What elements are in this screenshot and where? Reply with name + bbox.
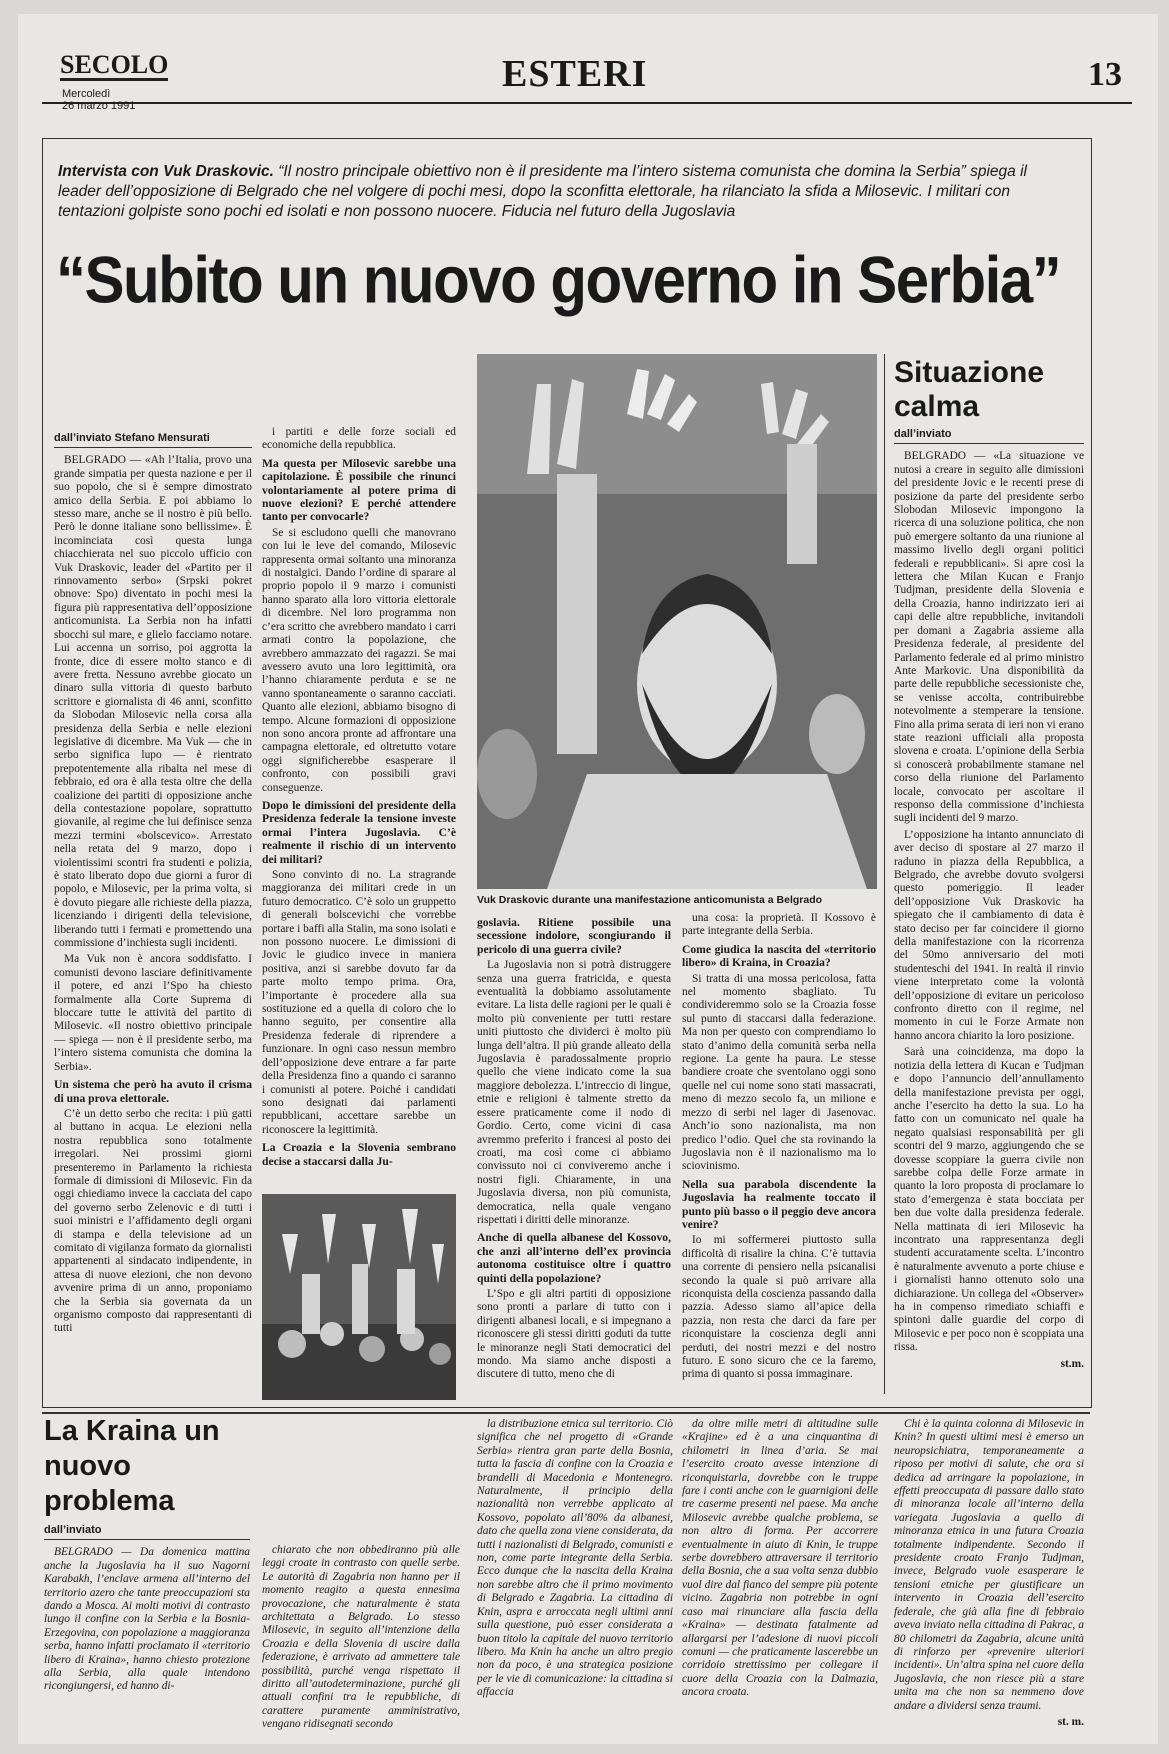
kraina-column-1 xyxy=(44,1524,250,1734)
newspaper-page xyxy=(18,14,1158,1744)
interview-question: Ma questa per Milosevic sarebbe una capitolazione. È possibile che rinunci volontariamente al potere prima di nuove elezioni? E perché attendere tanto per convocarle? xyxy=(262,456,456,524)
article-paragraph: La Jugoslavia non si potrà distruggere senza una guerra fratricida, e questa eventualità la dobbiamo assolutamente evitare. La lista delle ragioni per le quali è molto più conveniente per tutti restare uniti piuttosto che dividerci è molto più lunga dell’altra. Il più grande alleato della Jugoslavia è paradossalmente proprio quello che viene indicato come la sua maggiore debolezza. L’intreccio di lingue, etnie e religioni è talmente stretto da essere praticamente come il nodo di Gordio. Certo, come vicini di casa avremmo preferito i francesi al posto dei croati, ma così come ci abbiamo convissuto noi ci conviveremo anche i nostri figli. Chiaramente, in una Jugoslavia diversa, non più comunista, democratica, nella quale vengano rispettati i diritti delle minoranze. xyxy=(477,959,671,1226)
newspaper-logo: SECOLO xyxy=(60,50,169,79)
article-paragraph: C’è un detto serbo che recita: i più gatti al buttano in acqua. Le elezioni nella nostra repubblica sono totalmente irregolari. Nei prossimi giorni presenteremo in Parlamento la richiesta formale di dimissioni di Milosevic. Fin da oggi chiediamo invece la cacciata del capo del governo serbo Zelenovic e di tutti i suoi ministri e l’affidamento degli organi di stampa e della televisione ad un comitato di vigilanza formato da giornalisti appartenenti al sindacato indipendente, in attesa di nuove elezioni, che non devono avvenire prima di un anno, proponiamo che la Serbia sia governata da un organismo composto dai rappresentanti di tutti xyxy=(54,1107,252,1335)
sidebar-paragraph: L’opposizione ha intanto annunciato di aver deciso di spostare al 27 marzo il raduno in piazza della Repubblica, a Belgrado, che avrebbe dovuto svolgersi questo pomeriggio. Il leader dell’opposizione Vuk Draskovic ha spiegato che il cambiamento di data è stato deciso per far coincidere il giorno della manifestazione con la ricorrenza del 50mo anniversario del moti studenteschi del 1941. In realtà il rinvio viene interpretato come la volontà dell’opposizione di evitare un pericoloso confronto diretto con il regime, nel momento in cui le Forze Armate non hanno ancora chiarito la loro posizione. xyxy=(894,828,1084,1042)
kraina-paragraph: da oltre mille metri di altitudine sulle «Krajine» ed è a una cinquantina di chilometri in linea d’aria. Se mai l’esercito croato avesse intenzione di riconquistarla, dovrebbe con le truppe fare i conti anche con le guarnigioni delle tre caserme presenti nel paese. Ma anche Milosevic avrebbe qualche problema, se non altro di forma. Per accorrere eventualmente in aiuto di Knin, le truppe serbe dovrebbero attraversare il territorio della Bosnia, che a sua volta senza dubbio vuol dire dal fianco del sempre più potente vicino. Zagabria non potrebbe in ogni caso mai rinunciare alla fascia della «Kraina» — destinata fatalmente ad allargarsi per l’adesione di nuovi piccoli comuni — che praticamente lascerebbe un corridoio strettissimo per collegare il cuore della Croazia con la Dalmazia, ancora croata. xyxy=(682,1418,878,1699)
article-paragraph: Sono convinto di no. La stragrande maggioranza dei militari crede in un futuro democratico. C’è solo un gruppetto di generali bolscevichi che vorrebbe portare i baffi alla Stalin, ma sono isolati e non possono nuocere. Le dimissioni di Jovic le giudico invece in maniera positiva, anzi si sarebbe dovuto far da parte molto tempo prima. Ora, l’importante è procedere alla sua sostituzione ed a quella di coloro che lo hanno seguito, per consentire alla Presidenza federale di riprendere a funzionare. In ogni caso nessun membro dell’opposizione deve entrare a far parte della Presidenza fino a quando ci saranno i comunisti al potere. Poiché i candidati sono designati dai parlamenti repubblicani, accettare sarebbe un riconoscere la legittimità. xyxy=(262,869,456,1136)
kraina-paragraph: BELGRADO — Da domenica mattina anche la Jugoslavia ha il suo Nagorni Karabakh, l’enclave armena all’interno del territorio azero che tante preoccupazioni sta dando a Mosca. Ai molti motivi di contrasto lungo il confine con la Serbia e la Bosnia-Erzegovina, con popolazione a maggioranza serba, hanno infatti proclamato il «territorio libero di Kraina», hanno chiesto protezione alla Serbia, alla quale intendono ricongiungersi, ed hanno di- xyxy=(44,1546,250,1693)
interview-question: Come giudica la nascita del «territorio libero» di Kraina, in Croazia? xyxy=(682,942,876,970)
article-paragraph: Ma Vuk non è ancora soddisfatto. I comunisti devono lasciare definitivamente il potere, ed anzi l’Spo ha chiesto formalmente alla Corte Suprema di bloccare tutte le attività del partito di Milosevic. «Il nostro obiettivo principale — spiega — non è il presidente serbo, ma l’intero sistema comunista che domina la Serbia». xyxy=(54,953,252,1073)
section-title: ESTERI xyxy=(502,53,648,95)
kraina-column-3 xyxy=(477,1418,673,1734)
intro-label: Intervista con Vuk Draskovic. xyxy=(58,163,274,180)
dateline xyxy=(62,88,135,112)
kraina-title: La Kraina un nuovo problema xyxy=(44,1415,220,1517)
article-paragraph: L’Spo e gli altri partiti di opposizione sono pronti a parlare di tutto con i dirigenti albanesi locali, e si impegnano a riconoscere gli stessi diritti goduti da tutte le minoranze negli Stati democratici del mondo. Ma siamo anche disposti a discutere di tutto, meno che di xyxy=(477,1287,671,1381)
interview-question: Nella sua parabola discendente la Jugoslavia ha realmente toccato il punto più basso o il peggio deve ancora venire? xyxy=(682,1177,876,1231)
sidebar-divider xyxy=(884,354,885,1394)
article-column-2 xyxy=(262,426,456,1190)
sidebar-column xyxy=(894,428,1084,1394)
article-paragraph: una cosa: la proprietà. Il Kossovo è parte integrante della Serbia. xyxy=(682,912,876,938)
page-number: 13 xyxy=(1088,56,1122,93)
kraina-paragraph: chiarato che non obbediranno più alle leggi croate in contrasto con quelle serbe. Le autorità di Zagabria non hanno per il momento reagito a questa ennesima provocazione, che naturalmente è stata architettata a Belgrado. Lo stesso Milosevic, in seguito all’intenzione della Croazia e della Slovenia di uscire dalla federazione, è arrivato ad ammettere tale possibilità, purché venga rispettato il diritto all’autodeterminazione, purché gli attuali confini tra le repubbliche, di carattere puramente amministrativo, vengano ridisegnati secondo xyxy=(262,1544,460,1731)
kraina-signature: st. m. xyxy=(1057,1715,1084,1728)
day: Mercoledì xyxy=(62,88,111,100)
article-headline: “Subito un nuovo governo in Serbia” xyxy=(56,243,1061,317)
photo-caption: Vuk Draskovic durante una manifestazione anticomunista a Belgrado xyxy=(477,894,823,906)
kraina-paragraph: Chi è la quinta colonna di Milosevic in Knin? In questi ultimi mesi è emerso un neuropsichiatra, temporaneamente a riposo per motivi di salute, che ora si dedica ad arringare la popolazione, in effetti preoccupata di passare dallo stato di minoranza locale all’interno della variegata Jugoslavia a quello di minoranza etnica in una futura Croazia totalmente indipendente. Secondo il presidente croato Franjo Tudjman, invece, Belgrado vuole esasperare le tensioni etniche per giustificare un intervento in Croazia dell’esercito federale, che già alla fine di febbraio aveva inviato nella cittadina di Pakrac, a 80 chilometri da Zagabria, alcune unità di rinforzo per «prevenire ulteriori incidenti». Un’altra spina nel cuore della Jugoslavia, che non riesce più a stare unita ma che non sa nemmeno dove andare a dividersi senza traumi. xyxy=(894,1418,1084,1712)
draskovic-photo-image xyxy=(477,354,877,889)
article-column-3 xyxy=(477,912,671,1392)
article-intro xyxy=(58,162,1068,222)
masthead xyxy=(42,32,1132,112)
sidebar-title: Situazione calma xyxy=(894,356,1045,423)
sidebar-paragraph: BELGRADO — «La situazione ve nutosi a creare in seguito alle dimissioni del presidente Jovic e le recenti prese di posizione da parte del presidente serbo Slobodan Milosevic impongono la ricerca di una soluzione politica, che non può emergere soltanto da una riunione al massimo livello degli organi politici federali e repubblicani». Si apre così la lettera che Milan Kucan e Franjo Tudjman, presidente della Slovenia e della Croazia, hanno indirizzato ieri ai capi delle altre repubbliche, invitandoli per domani a Zagabria assieme alla Presidenza federale, al presidente del Parlamento federale ed al primo ministro Ante Markovic. Una disponibilità da parte delle repubbliche secessioniste che, se venisse accolta, contribuirebbe notevolmente a stemperare la tensione. Fino alla prima serata di ieri non vi erano state reazioni ufficiali alla proposta slovena e croata. L’opinione della Serbia si conoscerà probabilmente stamane nel corso della riunione del Parlamento locale, convocato per ascoltare il responso della commissione d’inchiesta sugli incidenti del 9 marzo. xyxy=(894,450,1084,825)
draskovic-photo xyxy=(477,354,877,889)
kraina-column-4 xyxy=(682,1418,878,1734)
date: 26 marzo 1991 xyxy=(62,100,136,112)
kraina-column-2 xyxy=(262,1544,460,1734)
kraina-column-5 xyxy=(894,1418,1084,1734)
article-paragraph: i partiti e delle forze sociali ed economiche della repubblica. xyxy=(262,426,456,452)
article-column-1 xyxy=(54,432,252,1392)
sidebar-paragraph: Sarà una coincidenza, ma dopo la notizia della lettera di Kucan e Tudjman e dopo l’annuncio dell’annullamento della manifestazione prevista per oggi, anche l’esercito ha detto la sua. Lo ha fatto con un comunicato nel quale ha negato qualsiasi responsabilità per gli scontri del 9 marzo, aggiungendo che se dovesse scoppiare la guerra civile non sarebbe colpa delle Forze armate in quanto la loro proposta di proclamare lo stato d’emergenza è stata bocciata per ben due volte dalla presidenza federale. Nella mattinata di ieri Milosevic ha incontrato una rappresentanza degli studenti accuratamente scelta. L’incontro è naturalmente avvenuto a porte chiuse e i giornalisti hanno ottenuto solo una dichiarazione. Un collega del «Observer» ha in compenso rimediato schiaffi e spintoni dalle guardie del corpo di Milosevic e per poco non è scoppiata una rissa. xyxy=(894,1046,1084,1354)
sidebar-signature: st.m. xyxy=(1060,1357,1084,1370)
article-paragraph: BELGRADO — «Ah l’Italia, provo una grande simpatia per questa nazione e per il suo popolo, che si è sempre dimostrato amico della Serbia. E poi abbiamo lo stesso mare, anche se il nostro è più bello. Però le donne italiane sono bellissime». È incominciata così questa lunga chiacchierata nel suo piccolo ufficio con Vuk Draskovic, leader del «Partito per il rinnovamento serbo» (Srpski pokret obnove: Spo) diventato in pochi mesi la figura più rappresentativa dell’opposizione anticomunista. La Serbia non ha infatti sbocchi sul mare, e glielo facciamo notare. Lui accenna un sorriso, poi aggrotta la fronte, dice di essere molto stanco e di avere fretta. Nessuno avrebbe giocato un dinaro sulla vittoria di questo barbuto scrittore e giornalista di 46 anni, sconfitto da Slobodan Milosevic nella corsa alla presidenza della Serbia e nelle elezioni legislative di dicembre. Ma Vuk — che in serbo significa lupo — è rientrato prepotentemente alla ribalta nel mese di febbraio, ed ora è alla testa oltre che della coalizione dei partiti di opposizione anche della contestazione popolare, soprattutto giovanile, al regime che lui definisce senza mezzi termini «bolscevico». Arrestato nella retata del 9 marzo, dopo i violentissimi scontri fra studenti e polizia, è stato liberato dopo due giorni a furor di popolo, e Milosevic, per la prima volta, si è dovuto piegare alle richieste della piazza, licenziando i dirigenti della televisione, liberando tutti i fermati e promettendo una commissione d’inchiesta sugli incidenti. xyxy=(54,454,252,950)
crowd-photo xyxy=(262,1194,456,1400)
sidebar-byline: dall’inviato xyxy=(894,428,1084,444)
article-paragraph: Io mi soffermerei piuttosto sulla difficoltà di risalire la china. C’è tuttavia una corrente di pensiero nella psicanalisi secondo la quale si può arrivare alla riconquista della coscienza passando dalla pazzia. Adesso siamo all’apice della pazzia, non resta che darci da fare per riconquistare la coscienza degli anni perduti, dei nostri mezzi e del nostro futuro. E sono sicuro che ce la faremo, prima di quanto si possa immaginare. xyxy=(682,1234,876,1381)
crowd-photo-image xyxy=(262,1194,456,1400)
intro-text: “Il nostro principale obiettivo non è il presidente ma l’intero sistema comunista che domina la Serbia” spiega il leader dell’opposizione di Belgrado che nel volgere di pochi mesi, dopo la sconfitta elettorale, ha rilanciato la sfida a Milosevic. I militari con tentazioni golpiste sono pochi ed isolati e non possono nuocere. Fiducia nel futuro della Jugoslavia xyxy=(58,163,1027,220)
interview-question: La Croazia e la Slovenia sembrano decise a staccarsi dalla Ju- xyxy=(262,1141,456,1168)
article-column-4 xyxy=(682,912,876,1392)
article-paragraph: Se si escludono quelli che manovrano con lui le leve del comando, Milosevic rappresenta ormai soltanto una minoranza di nostalgici. Dando l’ordine di sparare al proprio popolo il 9 marzo i comunisti hanno sparato alla loro vittoria elettorale di dicembre. Nel loro programma non c’era scritto che avrebbero mandato i carri armati contro la popolazione, che avrebbero ammazzato dei ragazzi. Se mai avessero avuto una loro legittimità, ora l’hanno chiaramente perduta e se ne vanno spontaneamente o saranno cacciati. Quanto alle elezioni, abbiamo bisogno di tempo. Alcune formazioni di opposizione non sono ancora pronte ad affrontare una campagna elettorale, ed oltretutto votare oggi significherebbe esasperare il confronto, con possibili gravi conseguenze. xyxy=(262,526,456,794)
interview-question: Anche di quella albanese del Kossovo, che anzi all’interno dell’ex provincia autonoma costituisce oltre i quattro quinti della popolazione? xyxy=(477,1231,671,1285)
kraina-paragraph: la distribuzione etnica sul territorio. Ciò significa che nel progetto di «Grande Serbia» rientra gran parte della Bosnia, tutta la fascia di confine con la Croazia e brandelli di Macedonia e Montenegro. Naturalmente, il principio della nazionalità non verrebbe applicato al Kossovo, popolato all’80% da albanesi, dato che quella zona viene considerata, da tutti i nazionalisti di Belgrado, comunisti e non, come parte integrante della Serbia. Ecco dunque che la nascita della Kraina non sarebbe altro che il primo movimento di Belgrado e Zagabria. La cittadina di Knin, aspra e arroccata negli ultimi anni sulla questione, può esser considerata a buon titolo la capitale del nuovo territorio libero. Ma Knin ha anche un altro pregio non da poco, è una strategica posizione per le vie di comunicazione: la cittadina si affaccia xyxy=(477,1418,673,1699)
interview-question: Dopo le dimissioni del presidente della Presidenza federale la tensione investe ormai l’intera Jugoslavia. C’è realmente il rischio di un intervento dei militari? xyxy=(262,798,456,866)
kraina-byline: dall’inviato xyxy=(44,1524,250,1540)
interview-question: Un sistema che però ha avuto il crisma di una prova elettorale. xyxy=(54,1078,252,1105)
article-paragraph: Si tratta di una mossa pericolosa, fatta nel momento sbagliato. Tu condivideremmo solo se la Croazia fosse sul punto di staccarsi dalla federazione. Ma non per questo con comprendiamo lo stato d’animo della comunità serba nella regione. La gente ha paura. Le stesse bandiere croate che sventolano oggi sono quelle nel cui nome sono stati massacrati, meno di mezzo secolo fa, un milione e mezzo di serbi nel lager di Jasenovac. Anch’io sono nazionalista, ma non predico l’odio. Quel che sta rovinando la Jugoslavia non è il nazionalismo ma lo sciovinismo. xyxy=(682,972,876,1173)
interview-question: goslavia. Ritiene possibile una secessione indolore, scongiurando il pericolo di una guerra civile? xyxy=(477,916,671,956)
article-byline: dall’inviato Stefano Mensurati xyxy=(54,432,252,448)
